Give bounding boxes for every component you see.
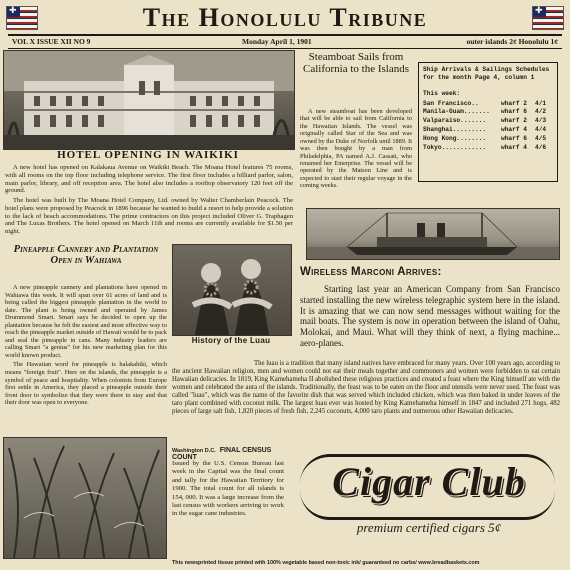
schedule-port: Tokyo............ <box>423 144 487 152</box>
hawaii-flag-icon <box>6 6 38 30</box>
schedule-table <box>423 100 546 154</box>
ad-tagline: premium certified cigars 5¢ <box>356 520 502 535</box>
schedule-port: San Francisco.. <box>423 99 479 107</box>
sugar-cane-photo <box>3 437 167 559</box>
schedule-wharf: wharf 2 <box>501 117 527 125</box>
census-headline: FINAL CENSUS COUNT <box>172 447 272 461</box>
schedule-port: Shanghai......... <box>423 126 487 134</box>
schedule-wharf: wharf 4 <box>501 126 527 134</box>
dateline-date: Monday April 1, 1901 <box>242 37 312 46</box>
schedule-date: 4/4 <box>535 126 547 134</box>
luau-headline: History of the Luau <box>191 336 271 345</box>
hotel-photo <box>3 50 295 150</box>
schedule-date: 4/1 <box>535 99 547 107</box>
steamboat-article <box>300 108 412 192</box>
census-article <box>172 460 284 521</box>
wireless-article <box>300 284 560 351</box>
schedule-port: Hong Kong........ <box>423 135 487 143</box>
ship-photo <box>306 208 560 260</box>
pineapple-headline: Pineapple Cannery and Plantation Open in Wahiawa <box>13 244 159 267</box>
steamboat-headline: Steamboat Sails from California to the Islands <box>302 51 409 75</box>
schedule-date: 4/3 <box>535 117 547 125</box>
dateline-volume: VOL X ISSUE XII NO 9 <box>12 37 91 46</box>
schedule-date: 4/2 <box>535 108 547 116</box>
dateline-bar <box>8 34 562 49</box>
schedule-wharf: wharf 6 <box>501 135 527 143</box>
hotel-article <box>5 164 293 238</box>
census-header <box>172 447 290 461</box>
pineapple-paragraph: A new pineapple cannery and plantations have opened in Wahiawa this week. It will span over 61 acres of land and is being called the biggest pineapple plantation in the world to date. The plant is being owned and operated by James Drummond Smart. Smart says he decided to open up the plantation because he felt the easiest and most effective way to reach the pineapple market outside of Hawaii would be to pack and seal the pineapple in cans. Many industry leaders are calling Smart "a genius" for his new marketing plan for this world known product. <box>5 284 167 359</box>
footer-note: This newsprinted tissue printed with 100% vegetable based non-toxic ink/ guaranteed no carbs/ www.breadbaskets.com <box>172 560 480 566</box>
schedule-port: Manila-Guam....... <box>423 108 490 116</box>
hotel-headline: HOTEL OPENING IN WAIKIKI <box>57 149 239 161</box>
schedule-date: 4/5 <box>535 135 547 143</box>
table-row <box>423 135 546 144</box>
wireless-headline: Wireless Marconi Arrives: <box>300 266 442 278</box>
census-location: Washington D.C. <box>172 448 216 454</box>
table-row <box>423 144 546 153</box>
schedule-title: Ship Arrivals & Sailings Schedules for the month Page 4, column 1 <box>423 66 550 81</box>
pineapple-article <box>5 284 167 409</box>
hawaii-flag-icon <box>532 6 564 30</box>
pineapple-paragraph: The Hawaiian word for pineapple is halakahiki, which means "foreign fruit". Here on the islands, the pineapple is a symbol of peace and hospitality. When colonists from Europe first settle in America, they placed a pineapple outside their front door to symbolize that they were there to stay and that their door was open to everyone. <box>5 361 167 407</box>
luau-photo <box>172 244 292 336</box>
schedule-subtitle: This week: <box>423 89 461 97</box>
ad-brand: Cigar Club <box>332 459 526 504</box>
dateline-price: outer islands 2¢ Honolulu 1¢ <box>466 37 558 46</box>
schedule-wharf: wharf 2 <box>501 99 527 107</box>
table-row <box>423 100 546 109</box>
table-row <box>423 126 546 135</box>
schedule-wharf: wharf 4 <box>501 144 527 152</box>
hotel-paragraph: The hotel was built by The Moana Hotel Company, Ltd. owned by Walter Chamberlain Peacock. The hotel plans were proposed by Peacock in 1896 because he wanted to build a resort to help provide a solution to the lack of beach accommodations. The prime contractors on this project included Oliver G. Traphagen and The Lucas Brothers. The hotel opened on March 11th and rooms are currently available for $1.50 per night. <box>5 197 293 236</box>
table-row <box>423 117 546 126</box>
schedule-date: 4/6 <box>535 144 547 152</box>
masthead-title: The Honolulu Tribune <box>142 3 428 32</box>
hotel-paragraph: A new hotel has opened on Kalakaua Avenue on Waikiki Beach. The Moana Hotel features 75 rooms, with all rooms on the top floor including telephone service. The first floor includes a billiard parlor, salon, main parlor, library, and off reception area. The hotel also includes a rooftop observatory 120 feet off the ground. <box>5 164 293 195</box>
luau-paragraph: The luau is a tradition that many island natives have embraced for many years. Over 100 years ago, according to the ancient Hawaiian religion, men and women could not eat their meals together and commoners and women were forbidden to eat certain Hawaiian delicacies. In 1819, King Kamehameha II abolished these religious practices and created a feast where the King himself ate with the women and celebrated the aura of the islands. Traditionally, the feast was to be eaten on the floor and utensils were never used. The feast was called "luau", which was the name of the favorite dish that was served which included chicken, which was then baked in under leaves of the taro plant combined with coconut milk. The largest luau ever was hosted by King Kamehameha himself in 1847 and included 271 hogs, 482 pieces of large salt fish, 1,820 pieces of fresh fish, 2,245 coconuts, 4,000 taro plants and numerous other Hawaiian delicacies. <box>172 360 560 416</box>
schedule-port: Valparaiso....... <box>423 117 487 125</box>
luau-article <box>172 360 560 418</box>
ship-schedule-box <box>418 62 558 182</box>
census-paragraph: Issued by the U.S. Census Bureau last week in the Capital was the final count and tally for the Hawaiian Territory for 1900. The total count for all islands is 154, 000. It was a large increase from the last census with workers arriving to work in the sugar cane industries. <box>172 460 284 518</box>
wireless-paragraph: Starting last year an American Company from San Francisco started installing the new wireless telegraphic system here in the island. It is amazing that we can now send messages without waiting for the mail boats. The system is now in operation between the island of Oahu, Molokai, and Maui. What will they think of next, a flying machine... aero-planes. <box>300 284 560 348</box>
table-row <box>423 108 546 117</box>
cigar-ad <box>298 454 560 546</box>
schedule-wharf: wharf 6 <box>501 108 527 116</box>
steamboat-paragraph: A new steamboat has been developed that will be able to sail from California to the Hawaiian Islands. The vessel was originally called Star of the Sea and was owned by the Duke of Norfolk until 1889. It was then bought by a man from Philadelphia, PA named A.J. Cassatt, who renamed her Enterprise. The vessel will be operated by the Matson Line and is expected to start their regular voyage in the coming weeks. <box>300 108 412 190</box>
